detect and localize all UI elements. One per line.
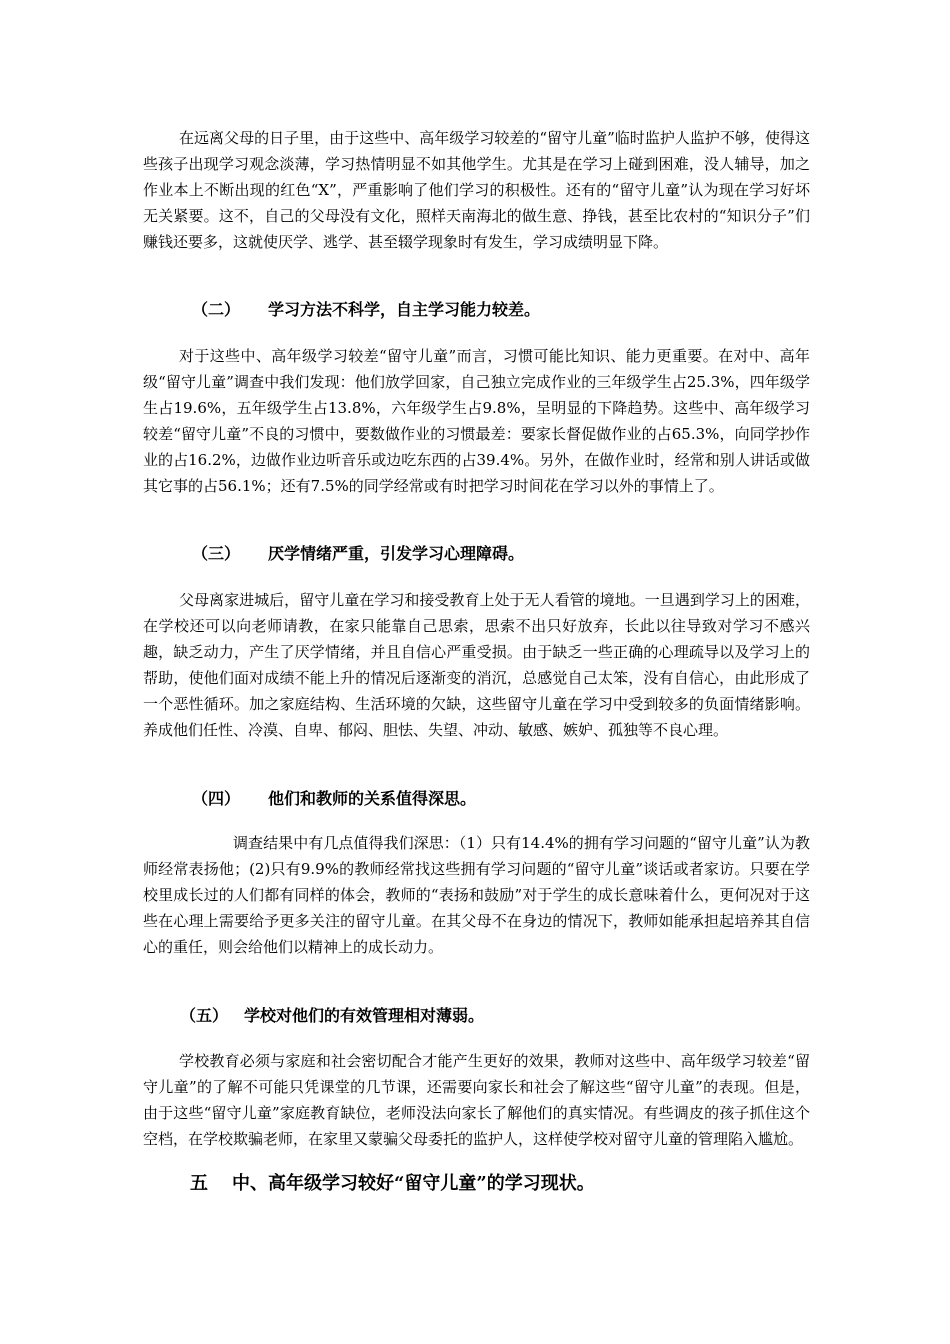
heading-school-management bbox=[180, 1003, 484, 1029]
paragraph-teacher-survey: 调查结果中有几点值得我们深思：（1）只有14.4%的拥有学习问题的“留守儿童”认为教师经常表扬他；(2)只有9.9%的教师经常找这些拥有学习问题的“留守儿童”谈话或者家访。只要在学校里成长过的人们都有同样的体会，教师的“表扬和鼓励”对于学生的成长意味着什么，更何况对于这些在心理上需要给予更多关注的留守儿童。在其父母不在身边的情况下，教师如能承担起培养其自信心的重任，则会给他们以精神上的成长动力。 bbox=[143, 834, 810, 956]
heading-text: 他们和教师的关系值得深思。 bbox=[268, 789, 477, 808]
paragraph-study-habits: 对于这些中、高年级学习较差“留守儿童”而言，习惯可能比知识、能力更重要。在对中、高年级“留守儿童”调查中我们发现：他们放学回家，自己独立完成作业的三年级学生占25.3%，四年级学生占19.6%，五年级学生占13.8%，六年级学生占9.8%，呈明显的下降趋势。这些中、高年级学习较差“留守儿童”不良的习惯中，要数做作业的习惯最差：要家长督促做作业的占65.3%，向同学抄作业的占16.2%，边做作业边听音乐或边吃东西的占39.4%。另外，在做作业时，经常和别人讲话或做其它事的占56.1%；还有7.5%的同学经常或有时把学习时间花在学习以外的事情上了。 bbox=[143, 347, 810, 495]
heading-text: 学校对他们的有效管理相对薄弱。 bbox=[244, 1006, 485, 1025]
section-text: 中、高年级学习较好“留守儿童”的学习现状。 bbox=[232, 1173, 595, 1194]
heading-number: （四） bbox=[192, 789, 241, 808]
heading-number: （五） bbox=[180, 1006, 229, 1025]
heading-text: 学习方法不科学，自主学习能力较差。 bbox=[268, 300, 541, 319]
heading-number: （三） bbox=[192, 544, 241, 563]
heading-teacher-relationship bbox=[192, 786, 476, 812]
paragraph-school-management: 学校教育必须与家庭和社会密切配合才能产生更好的效果，教师对这些中、高年级学习较差“留守儿童”的了解不可能只凭课堂的几节课，还需要向家长和社会了解这些“留守儿童”的表现。但是，由于这些“留守儿童”家庭教育缺位，老师没法向家长了解他们的真实情况。有些调皮的孩子抓住这个空档，在学校欺骗老师，在家里又蒙骗父母委托的监护人，这样使学校对留守儿童的管理陷入尴尬。 bbox=[143, 1052, 810, 1148]
heading-number: （二） bbox=[192, 300, 241, 319]
heading-text: 厌学情绪严重，引发学习心理障碍。 bbox=[268, 544, 525, 563]
heading-school-aversion bbox=[192, 541, 524, 567]
heading-study-method bbox=[192, 297, 540, 323]
paragraph-monitoring: 在远离父母的日子里，由于这些中、高年级学习较差的“留守儿童”临时监护人监护不够，使得这些孩子出现学习观念淡薄，学习热情明显不如其他学生。尤其是在学习上碰到困难，没人辅导，加之作业本上不断出现的红色“X”，严重影响了他们学习的积极性。还有的“留守儿童”认为现在学习好坏无关紧要。这不，自己的父母没有文化，照样天南海北的做生意、挣钱，甚至比农村的“知识分子”们赚钱还要多，这就使厌学、逃学、甚至辍学现象时有发生，学习成绩明显下降。 bbox=[143, 129, 810, 251]
paragraph-psychology: 父母离家进城后，留守儿童在学习和接受教育上处于无人看管的境地。一旦遇到学习上的困难，在学校还可以向老师请教，在家只能靠自己思索，思索不出只好放弃，长此以往导致对学习不感兴趣，缺乏动力，产生了厌学情绪，并且自信心严重受损。由于缺乏一些正确的心理疏导以及学习上的帮助，使他们面对成绩不能上升的情况后逐渐变的消沉，总感觉自己太笨，没有自信心，由此形成了一个恶性循环。加之家庭结构、生活环境的欠缺，这些留守儿童在学习中受到较多的负面情绪影响。养成他们任性、冷漠、自卑、郁闷、胆怯、失望、冲动、敏感、嫉妒、孤独等不良心理。 bbox=[143, 591, 810, 739]
section-title bbox=[190, 1170, 595, 1198]
section-number: 五 bbox=[190, 1173, 208, 1194]
